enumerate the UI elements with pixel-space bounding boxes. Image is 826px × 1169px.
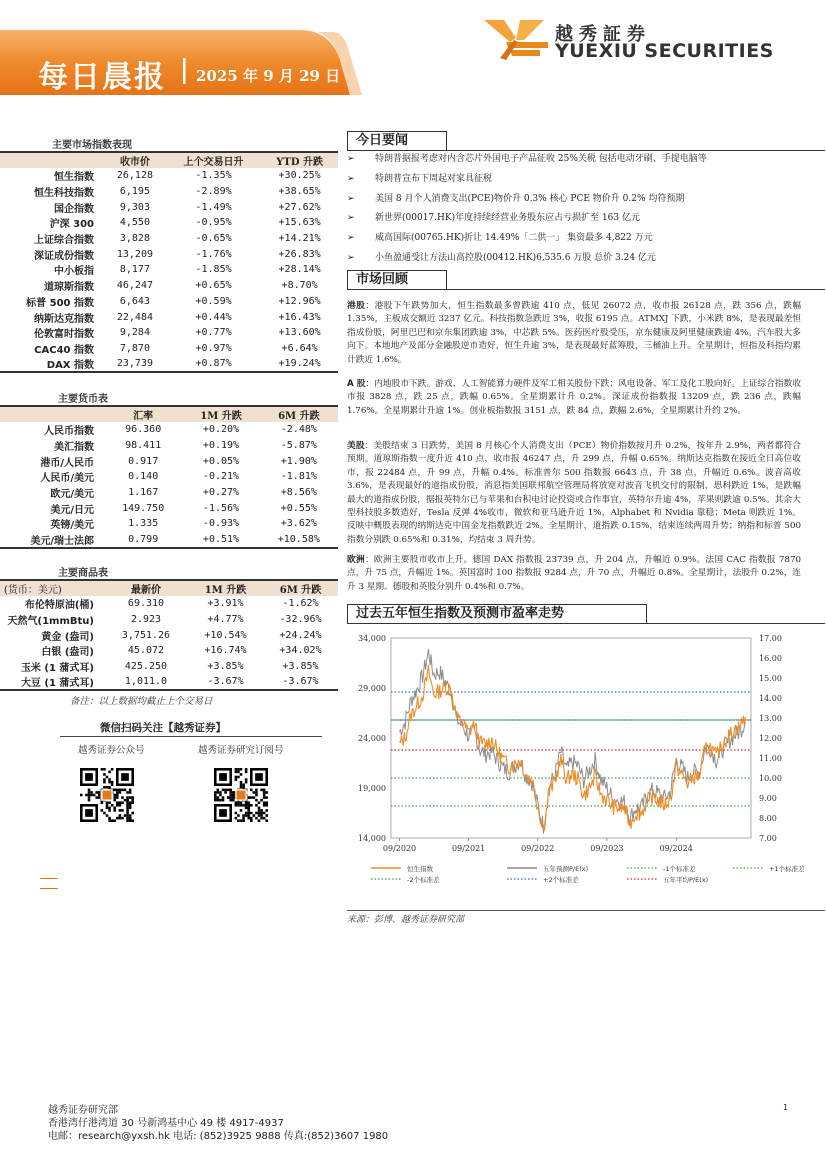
cell-value: +0.87% bbox=[166, 356, 261, 372]
footer-org: 越秀证券研究部 bbox=[48, 1105, 118, 1116]
table-row bbox=[0, 516, 338, 532]
row-label: 纳斯达克指数 bbox=[34, 313, 94, 325]
cell-value: 1.167 bbox=[128, 487, 159, 499]
cell-value: +4.77% bbox=[207, 614, 244, 626]
table-header-row bbox=[0, 406, 338, 422]
table-row bbox=[0, 246, 338, 262]
cell-value: +0.65% bbox=[195, 280, 232, 292]
report-date: 2025 年 9 月 29 日 bbox=[196, 67, 341, 85]
left-axis-tick-label: 29,000 bbox=[358, 684, 386, 693]
column-header: 上个交易日升 bbox=[166, 152, 261, 168]
cell-value: +0.27% bbox=[202, 487, 240, 499]
review-hk bbox=[347, 300, 801, 367]
wechat-title: 微信扫码关注【越秀证券】 bbox=[100, 722, 226, 734]
review-section-header bbox=[347, 270, 825, 290]
column-header: (货币：美元) bbox=[0, 580, 104, 596]
row-label: 天然气(1mmBtu) bbox=[7, 616, 94, 628]
cell-value: +28.14% bbox=[278, 264, 321, 276]
headline-list bbox=[347, 152, 825, 271]
column-header bbox=[0, 152, 104, 168]
headline-text: 特朗普据报考虑对内含芯片外国电子产品征收 25%关税 包括电动牙刷、手提电脑等 bbox=[375, 154, 707, 164]
section-title: 市场回顾 bbox=[347, 270, 447, 290]
row-label: 道琼斯指数 bbox=[44, 282, 94, 294]
cell-value: +30.25% bbox=[278, 170, 321, 182]
x-axis-tick-label: 09/2020 bbox=[382, 844, 417, 853]
cell-value: +8.70% bbox=[281, 280, 318, 292]
headline-text: 威高国际(00765.HK)折让 14.49%「二供一」 集资最多 4,822 万元 bbox=[375, 233, 653, 244]
footer-contact: 电邮：research@yxsh.hk 电话: (852)3925 9888 传真:(852)3607 1980 bbox=[48, 1131, 389, 1142]
review-label: A 股 bbox=[347, 379, 366, 389]
headlines-section-header bbox=[347, 131, 825, 151]
legend-label: 五年平均P/E(x) bbox=[663, 876, 709, 884]
headline-item[interactable] bbox=[347, 231, 825, 251]
headline-item[interactable] bbox=[347, 211, 825, 231]
row-label: 黄金 (盎司) bbox=[41, 631, 94, 643]
table-note: 备注：以上数据均截止上个交易日 bbox=[70, 696, 213, 707]
cell-value: +27.62% bbox=[278, 201, 321, 213]
cell-value: +0.44% bbox=[195, 311, 232, 323]
table-row bbox=[0, 168, 338, 184]
index-table-title: 主要市场指数表现 bbox=[52, 140, 132, 151]
cell-value: -5.87% bbox=[280, 440, 317, 452]
cell-value: +3.91% bbox=[207, 598, 244, 610]
cell-value: +14.21% bbox=[278, 233, 321, 245]
table-row bbox=[0, 294, 338, 310]
cell-value: 2.923 bbox=[130, 614, 162, 626]
column-header: 6M 升跌 bbox=[263, 580, 338, 596]
row-label: 恒生科技指数 bbox=[34, 188, 94, 200]
right-axis-tick-label: 8.00 bbox=[759, 814, 777, 823]
chart-section-header bbox=[347, 604, 825, 624]
review-label: 港股 bbox=[347, 301, 366, 311]
review-label: 美股 bbox=[347, 441, 365, 451]
arrow-bullet-icon: ➢ bbox=[347, 154, 355, 164]
row-label: 人民币/美元 bbox=[40, 473, 94, 485]
right-axis-tick-label: 14.00 bbox=[759, 694, 782, 703]
headline-item[interactable] bbox=[347, 172, 825, 192]
divider bbox=[60, 736, 322, 737]
cell-value: -3.67% bbox=[263, 674, 338, 690]
table-row bbox=[0, 485, 338, 501]
cell-value: 6,195 bbox=[119, 186, 150, 198]
left-axis-tick-label: 19,000 bbox=[358, 784, 386, 793]
table-row bbox=[0, 627, 338, 643]
row-label: DAX 指数 bbox=[0, 356, 104, 372]
legend-label: -1个标准差 bbox=[663, 865, 696, 873]
table-row bbox=[0, 231, 338, 247]
right-axis-tick-label: 13.00 bbox=[759, 714, 782, 723]
headline-text: 特朗普宣布下周起对家具征税 bbox=[375, 173, 493, 184]
column-header: 6M 升跌 bbox=[260, 406, 338, 422]
cell-value: 1.335 bbox=[128, 518, 159, 530]
cell-value: -2.48% bbox=[280, 424, 317, 436]
row-label: 伦敦富时指数 bbox=[34, 329, 94, 341]
cell-value: 9,284 bbox=[119, 327, 150, 339]
cell-value: -1.56% bbox=[202, 502, 240, 514]
table-row bbox=[0, 674, 338, 690]
row-label: 恒生指数 bbox=[54, 172, 94, 184]
cell-value: +13.60% bbox=[278, 327, 321, 339]
cell-value: 0.917 bbox=[128, 455, 159, 467]
cell-value: -0.95% bbox=[195, 217, 232, 229]
cell-value: 46,247 bbox=[116, 280, 153, 292]
cell-value: +0.05% bbox=[202, 455, 240, 467]
cell-value: +0.59% bbox=[195, 295, 232, 307]
cell-value: -3.67% bbox=[188, 674, 263, 690]
table-row bbox=[0, 643, 338, 659]
x-axis-tick-label: 09/2023 bbox=[590, 844, 624, 853]
review-us bbox=[347, 440, 801, 547]
cell-value: 96.360 bbox=[125, 424, 162, 436]
arrow-bullet-icon: ➢ bbox=[347, 213, 355, 224]
table-row bbox=[0, 469, 338, 485]
row-label: 美元/瑞士法郎 bbox=[0, 532, 104, 548]
review-a-share bbox=[347, 378, 801, 418]
cell-value: 22,484 bbox=[116, 311, 153, 323]
qr-code-icon[interactable] bbox=[214, 768, 268, 822]
cell-value: +3.85% bbox=[207, 661, 244, 673]
row-label: CAC40 指数 bbox=[34, 344, 94, 356]
cell-value: -0.21% bbox=[202, 471, 240, 483]
row-label: 欧元/美元 bbox=[50, 489, 94, 501]
cell-value: -1.35% bbox=[195, 170, 232, 182]
row-label: 美汇指数 bbox=[54, 442, 94, 454]
right-axis-tick-label: 9.00 bbox=[759, 794, 777, 803]
left-axis-tick-label: 24,000 bbox=[358, 734, 386, 743]
right-axis-tick-label: 16.00 bbox=[759, 654, 782, 663]
table-row bbox=[0, 341, 338, 357]
fx-table-title: 主要货币表 bbox=[58, 394, 108, 405]
cell-value: 7,870 bbox=[119, 342, 150, 354]
cell-value: 0.140 bbox=[128, 471, 159, 483]
headline-item[interactable] bbox=[347, 192, 825, 212]
column-header: YTD 升跌 bbox=[261, 152, 338, 168]
table-row bbox=[0, 453, 338, 469]
headline-text: 新世界(00017.HK)年度持续经营业务股东应占亏损扩至 163 亿元 bbox=[375, 213, 640, 224]
hsi-pe-chart bbox=[347, 634, 825, 904]
cell-value: -1.49% bbox=[195, 201, 232, 213]
left-axis-tick-label: 34,000 bbox=[358, 634, 386, 643]
qr-code-icon[interactable] bbox=[80, 768, 134, 822]
cell-value: 26,128 bbox=[116, 170, 153, 182]
yuexiu-logo-icon bbox=[480, 18, 550, 60]
cell-value: -0.93% bbox=[202, 518, 240, 530]
arrow-bullet-icon: ➢ bbox=[347, 173, 355, 184]
divider bbox=[40, 878, 58, 879]
commodity-table bbox=[0, 579, 338, 691]
x-axis-tick-label: 09/2024 bbox=[659, 844, 693, 853]
row-label: 大豆 (1 蒲式耳) bbox=[0, 674, 104, 690]
cell-value: -1.62% bbox=[282, 598, 319, 610]
commodity-table-title: 主要商品表 bbox=[58, 568, 108, 579]
index-table bbox=[0, 151, 338, 373]
section-title: 今日要闻 bbox=[347, 131, 447, 151]
cell-value: 9,303 bbox=[119, 201, 150, 213]
cell-value: +38.65% bbox=[278, 186, 321, 198]
column-header: 1M 升跌 bbox=[188, 580, 263, 596]
cell-value: 23,739 bbox=[104, 356, 166, 372]
cell-value: -1.81% bbox=[280, 471, 317, 483]
cell-value: +3.85% bbox=[282, 661, 319, 673]
cell-value: -1.85% bbox=[195, 264, 232, 276]
left-axis-tick-label: 14,000 bbox=[358, 834, 386, 843]
table-row bbox=[0, 309, 338, 325]
right-axis-tick-label: 12.00 bbox=[759, 734, 782, 743]
cell-value: 3,828 bbox=[119, 233, 150, 245]
table-row bbox=[0, 262, 338, 278]
cell-value: 4,550 bbox=[119, 217, 150, 229]
row-label: 上证综合指数 bbox=[34, 235, 94, 247]
right-axis-tick-label: 7.00 bbox=[759, 834, 777, 843]
column-header: 1M 升跌 bbox=[182, 406, 259, 422]
cell-value: +8.56% bbox=[280, 487, 317, 499]
column-header: 汇率 bbox=[104, 406, 182, 422]
cell-value: +0.55% bbox=[280, 502, 317, 514]
cell-value: +0.77% bbox=[195, 327, 232, 339]
arrow-bullet-icon: ➢ bbox=[347, 252, 355, 263]
table-row bbox=[0, 278, 338, 294]
cell-value: 3,751.26 bbox=[121, 629, 171, 641]
cell-value: 13,209 bbox=[116, 248, 153, 260]
cell-value: -0.65% bbox=[195, 233, 232, 245]
right-axis-tick-label: 15.00 bbox=[759, 674, 782, 683]
right-axis-tick-label: 10.00 bbox=[759, 774, 782, 783]
right-axis-tick-label: 17.00 bbox=[759, 634, 782, 643]
cell-value: -32.96% bbox=[279, 614, 322, 626]
cell-value: +12.96% bbox=[278, 295, 321, 307]
cell-value: 45.072 bbox=[127, 645, 165, 657]
page-number: 1 bbox=[783, 1103, 789, 1112]
headline-item[interactable] bbox=[347, 251, 825, 271]
column-header: 最新价 bbox=[104, 580, 188, 596]
legend-label: -2个标准差 bbox=[407, 876, 440, 884]
cell-value: +3.62% bbox=[280, 518, 317, 530]
table-row bbox=[0, 438, 338, 454]
cell-value: -2.89% bbox=[195, 186, 232, 198]
row-label: 布伦特原油(桶) bbox=[24, 600, 94, 612]
table-row bbox=[0, 215, 338, 231]
table-row bbox=[0, 612, 338, 628]
cell-value: +15.63% bbox=[278, 217, 321, 229]
brand-name-cn: 越秀証券 bbox=[555, 24, 651, 45]
row-label: 深证成份指数 bbox=[34, 250, 94, 262]
row-label: 白银 (盎司) bbox=[41, 647, 94, 659]
table-row bbox=[0, 356, 338, 372]
review-text: ：欧洲主要股市收市上升。德国 DAX 指数报 23739 点，升 204 点，升幅近 0.9%。法国 CAC 指数报 7870 点，升 75 点，升幅近 1%。英国富时 100 指数报 9284 点，升 70 点，升幅近 0.8%。全星期计，法股升 0.2%，连升 3 星期。德股和英股分别升 0.4%和 0.7%。 bbox=[347, 555, 801, 592]
cell-value: +24.24% bbox=[279, 629, 322, 641]
cell-value: +0.51% bbox=[182, 532, 259, 548]
cell-value: 1,011.0 bbox=[104, 674, 188, 690]
headline-item[interactable] bbox=[347, 152, 825, 172]
cell-value: +19.24% bbox=[261, 356, 338, 372]
cell-value: +10.58% bbox=[260, 532, 338, 548]
row-label: 沪深 300 bbox=[49, 219, 94, 231]
table-row bbox=[0, 184, 338, 200]
cell-value: -1.76% bbox=[195, 248, 232, 260]
x-axis-tick-label: 09/2022 bbox=[521, 844, 555, 853]
divider bbox=[40, 888, 58, 889]
row-label: 美元/日元 bbox=[50, 504, 94, 516]
row-label: 英镑/美元 bbox=[50, 520, 94, 532]
table-row bbox=[0, 422, 338, 438]
footer bbox=[48, 1104, 388, 1143]
plot-area bbox=[391, 638, 751, 838]
legend-label: +2个标准差 bbox=[543, 876, 579, 884]
cell-value: 149.750 bbox=[122, 502, 165, 514]
table-row bbox=[0, 596, 338, 612]
chart-source: 来源：彭博、越秀证券研究部 bbox=[347, 915, 465, 925]
right-axis-tick-label: 11.00 bbox=[759, 754, 782, 763]
legend-label: 五年预测P/E(x) bbox=[543, 865, 589, 873]
cell-value: 0.799 bbox=[104, 532, 182, 548]
review-text: ：内地股市下跌。游戏、人工智能算力硬件及军工相关股份下跌；风电设备、军工及化工股向好。上证综合指数收市报 3828 点，跌 25 点，跌幅 0.65%。全星期累计升 0.2%。深证成份指数报 13209 点，跌 236 点，跌幅 1.76%。全星期累计升逾 1%。创业板指数报 3151 点，跌 84 点，跌幅 2.6%，全星期累计升约 2%。 bbox=[347, 379, 802, 416]
legend-label: 恒生指数 bbox=[407, 865, 433, 873]
divider bbox=[347, 910, 825, 911]
arrow-bullet-icon: ➢ bbox=[347, 193, 355, 204]
cell-value: +1.90% bbox=[280, 455, 317, 467]
review-text: ：港股下午跌势加大，恒生指数最多曾跌逾 410 点，低见 26072 点，收市报 26128 点，跌 356 点，跌幅 1.35%，主板成交额近 3237 亿元。科技指数急跌近 3%，收报 6195 点。ATMXJ 下跌，小米跌 8%，是表现最差恒指成份股，阿里巴巴和京东集团跌逾 3%，中芯跌 5%。医药医疗股受压，京东健康及阿里健康跌逾 4%。汽车股大多向下。本地地产及部分金融股逆市造好，恒生升逾 3%，是表现最好蓝筹股，三桶油上升。全星期计，恒指及科指均累计跌近 1.6%。 bbox=[347, 301, 802, 365]
cell-value: +34.02% bbox=[279, 645, 322, 657]
table-row bbox=[0, 199, 338, 215]
cell-value: +16.43% bbox=[278, 311, 321, 323]
row-label: 标普 500 指数 bbox=[26, 297, 94, 309]
section-title: 过去五年恒生指数及预测市盈率走势 bbox=[347, 604, 647, 624]
report-title: 每日晨报 bbox=[38, 60, 166, 95]
cell-value: +16.74% bbox=[204, 645, 247, 657]
qr-label-public: 越秀证券公众号 bbox=[78, 745, 145, 756]
cell-value: 69.310 bbox=[127, 598, 165, 610]
row-label: 国企指数 bbox=[54, 203, 94, 215]
brand-name-en: YUEXIU SECURITIES bbox=[555, 40, 774, 62]
cell-value: 6,643 bbox=[119, 295, 150, 307]
review-europe bbox=[347, 554, 801, 594]
row-label: 玉米 (1 蒲式耳) bbox=[20, 663, 94, 675]
qr-label-research: 越秀证券研究订阅号 bbox=[198, 745, 284, 756]
row-label: 港币/人民币 bbox=[40, 457, 94, 469]
cell-value: +0.20% bbox=[202, 424, 240, 436]
cell-value: 425.250 bbox=[124, 661, 168, 673]
arrow-bullet-icon: ➢ bbox=[347, 233, 355, 244]
table-row bbox=[0, 500, 338, 516]
row-label: 人民币指数 bbox=[44, 426, 94, 438]
cell-value: +0.19% bbox=[202, 440, 240, 452]
review-label: 欧洲 bbox=[347, 555, 365, 565]
footer-address: 香港湾仔港湾道 30 号新鸿基中心 49 楼 4917-4937 bbox=[48, 1118, 284, 1129]
fx-table bbox=[0, 405, 338, 549]
table-header-row bbox=[0, 580, 338, 596]
x-axis-tick-label: 09/2021 bbox=[452, 844, 486, 853]
table-row bbox=[0, 532, 338, 548]
column-header: 收市价 bbox=[104, 152, 166, 168]
review-text: ：美股结束 3 日跌势，美国 8 月核心个人消费支出（PCE）物价指数按月升 0.2%，按年升 2.9%，两者都符合预期。道琼斯指数一度升近 410 点，收市报 46247 点，升 299 点，升幅 0.65%。纳斯达克指数在接近全日高位收市，报 22484 点，升 99 点，升幅 0.4%。标准普尔 500 指数报 6643 点，升 38 点，升幅近 0.6%。波音高收 3.6%，是表现最好的道指成份股，消息指美国联邦航空管理局将放宽对波音飞机交付的限制，思科跌近 1%，是跌幅最大的道指成份股，据报英特尔已与苹果和台积电讨论投资或合作事宜，英特尔升逾 4%，苹果则跌逾 0.5%。其余大型科技股多数造好，Tesla 反弹 4%收市，微软和亚马逊升近 1%，Alphabet 和 Nvidia 靠稳；Meta 则跌近 1%。反映中概股表现的纳斯达克中国金龙指数跌近 2%。全星期计，道指跌 0.15%，结束连续两周升势；纳指和标普 500 指数分别跌 0.65%和 0.31%，均结束 3 周升势。 bbox=[347, 441, 801, 545]
legend-label: +1个标准差 bbox=[769, 865, 805, 873]
table-row bbox=[0, 659, 338, 675]
table-header-row bbox=[0, 152, 338, 168]
column-header bbox=[0, 406, 104, 422]
row-label: 中小板指 bbox=[54, 266, 94, 278]
cell-value: +10.54% bbox=[204, 629, 247, 641]
table-row bbox=[0, 325, 338, 341]
headline-text: 小鱼盈通受让方法山高控股(00412.HK)6,535.6 万股 总价 3.24 亿元 bbox=[375, 252, 656, 263]
headline-text: 美国 8 月个人消费支出(PCE)物价升 0.3% 核心 PCE 物价升 0.2% 均符预期 bbox=[375, 193, 685, 204]
cell-value: +6.64% bbox=[281, 342, 318, 354]
cell-value: +26.83% bbox=[278, 248, 321, 260]
cell-value: 8,177 bbox=[119, 264, 150, 276]
cell-value: +0.97% bbox=[195, 342, 232, 354]
cell-value: 98.411 bbox=[125, 440, 162, 452]
